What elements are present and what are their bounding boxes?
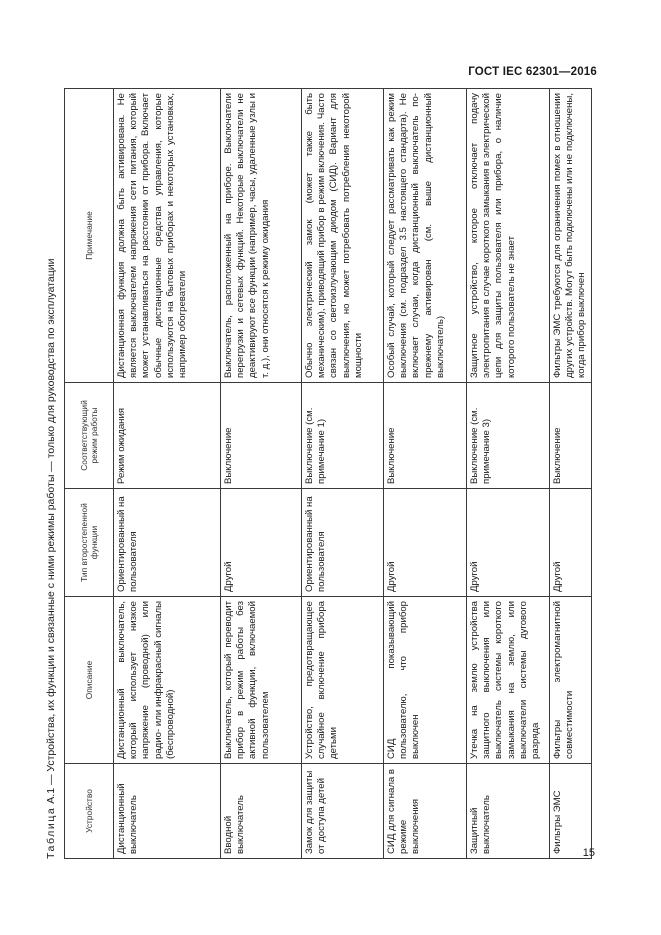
cell-function-type: Ориентированный на пользователя <box>114 489 221 597</box>
cell-description: Фильтры электромагнитной совместимости <box>550 597 592 764</box>
table-caption-prefix: Таблица <box>45 806 57 859</box>
table-caption <box>44 89 64 859</box>
cell-note: Особый случай, который следует рассматривать как режим выключения (см. подраздел 3.5 настоящего стандарта). Не включает случаи, когда дистанционный выключатель по-прежнему активирован (см. выше дистанционный выключатель) <box>384 89 467 383</box>
cell-note: Обычно электрический замок (может также быть механическим), приводящий прибор в режим включения. Часто связан со светоизлучающим диодом (СИД). Вариант для выключения, но может потребовать потребления некоторой мощности <box>302 89 384 383</box>
cell-note: Фильтры ЭМС требуются для ограничения помех в отношении других устройств. Могут быть подключены или не подключены, когда прибор выключен <box>550 89 592 383</box>
header-function-type: Тип второстепенной функции <box>65 489 114 597</box>
table-row <box>550 89 592 859</box>
cell-device: Фильтры ЭМС <box>550 764 592 859</box>
devices-modes-table <box>64 88 592 859</box>
cell-device: Защитный выключатель <box>467 764 550 859</box>
table-row <box>467 89 550 859</box>
cell-function-type: Другой <box>384 489 467 597</box>
cell-mode: Выключение <box>221 383 302 489</box>
table-row <box>114 89 221 859</box>
cell-device: СИД для сигнала в режиме выключения <box>384 764 467 859</box>
cell-device: Замок для защиты от доступа детей <box>302 764 384 859</box>
header-description: Описание <box>65 597 114 764</box>
cell-note: Дистанционная функция должна быть активирована. Не является выключателем напряжения сети питания, который может устанавливаться на расстоянии от прибора. Включает обычные дистанционные средства управления, которые используются на бытовых приборах и некоторых установках, например обогреватели <box>114 89 221 383</box>
cell-description: Устройство, предотвращающее случайное включение прибора детьми <box>302 597 384 764</box>
header-note: Примечание <box>65 89 114 383</box>
table-row <box>384 89 467 859</box>
cell-mode: Выключение <box>384 383 467 489</box>
cell-mode: Режим ожидания <box>114 383 221 489</box>
cell-mode: Выключение <box>550 383 592 489</box>
rotated-table-block <box>44 89 588 859</box>
cell-function-type: Другой <box>550 489 592 597</box>
cell-device: Вводной выключатель <box>221 764 302 859</box>
header-device: Устройство <box>65 764 114 859</box>
table-caption-text: А.1 — Устройства, их функции и связанные с ними режимы работы — только для руководства по эксплуатации <box>45 258 57 807</box>
cell-device: Дистанционный выключатель <box>114 764 221 859</box>
standard-designation: ГОСТ IEC 62301—2016 <box>468 66 597 78</box>
cell-function-type: Другой <box>467 489 550 597</box>
cell-function-type: Другой <box>221 489 302 597</box>
table-row <box>221 89 302 859</box>
cell-description: СИД показывающий пользователю, что прибор выключен <box>384 597 467 764</box>
cell-description: Дистанционный выключатель, который использует низкое напряжение (проводной) или радио- или инфракрасный сигналы (беспроводной) <box>114 597 221 764</box>
page-number: 15 <box>582 847 595 859</box>
cell-function-type: Ориентированный на пользователя <box>302 489 384 597</box>
cell-mode: Выключение (см. примечание 3) <box>467 383 550 489</box>
cell-description: Утечка на землю устройства защитного выключения или выключатель системы короткого замыкания на землю, или выключатели системы дугового разряда <box>467 597 550 764</box>
cell-note: Защитное устройство, которое отключает подачу электропитания в случае короткого замыкания в электрической цепи для защиты пользователя или прибора, о наличие которого пользователь не знает <box>467 89 550 383</box>
cell-mode: Выключение (см. примечание 1) <box>302 383 384 489</box>
cell-note: Выключатель, расположенный на приборе. Выключатели перегрузки и сетевых функций. Некоторые выключатели не деактивируют все функции (например, часы, удаленные узлы и т. д.), они относятся к режиму ожидания <box>221 89 302 383</box>
header-mode: Соответствующий режим работы <box>65 383 114 489</box>
table-header-row <box>65 89 114 859</box>
table-row <box>302 89 384 859</box>
cell-description: Выключатель, который переводит прибор в режим работы без активной функции, включаемой пользователем <box>221 597 302 764</box>
